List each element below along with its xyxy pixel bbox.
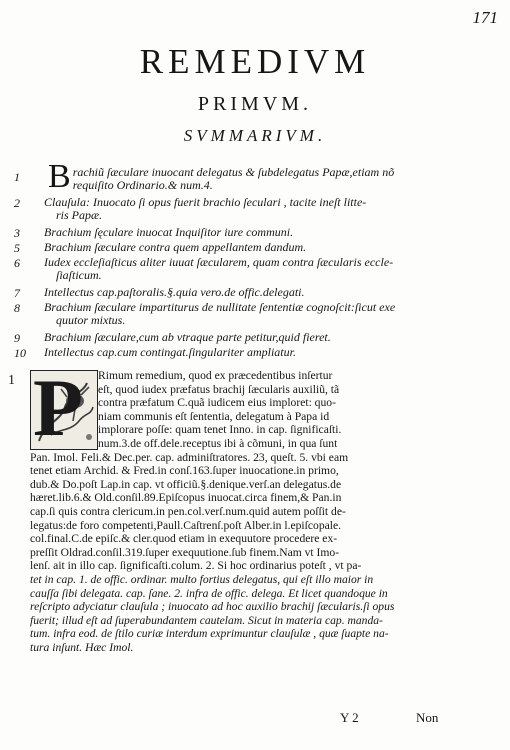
summary-line: ſiaſticum.: [56, 268, 102, 282]
summary-entry-number: 8: [14, 301, 20, 315]
summary-entry-number: 9: [14, 331, 20, 345]
body-line: lenſ. ait in illo cap. ſignificaſti.colum. 2. Si hoc ordinarius poteſt , vt pa-: [30, 559, 362, 573]
paragraph-marker: 1: [8, 373, 15, 388]
summary-line: quutor mixtus.: [56, 313, 126, 327]
body-line: tet in cap. 1. de offic. ordinar. multo fortius delegatus, qui eſt illo maior in: [30, 572, 374, 586]
summary-entry-number: 7: [14, 286, 20, 300]
body-line: contra præfatum C.quã iudicem eius imploret: quo-: [98, 396, 336, 410]
body-line: fuerit; illud eſt ad ſuperabundantem cautelam. Sicut in materia cap. manda-: [30, 613, 383, 627]
summary-line: Brachium ſæculare,cum ab vtraque parte petitur,quid fieret.: [44, 330, 331, 344]
summary-line: Brachium ſæculare contra quem appellantem dandum.: [44, 240, 307, 254]
signature-mark: Y 2: [340, 710, 359, 725]
catchword: Non: [416, 710, 439, 725]
initial-letter: P: [33, 370, 84, 450]
summary-entry-text: [44, 226, 464, 239]
summary-entry-number: 6: [14, 256, 20, 270]
body-line: implorare poſſe: quam tenet Inno. in cap. ſignificaſti.: [98, 423, 342, 437]
body-line: preſſit Oldrad.conſil.319.ſuper exequutione.ſub finem.Nam vt Imo-: [30, 545, 340, 559]
summary-entry-text: [44, 331, 464, 344]
summary-line: Brachium ſæculare impartiturus de nullitate ſententiæ cognoſcit:ſicut exe: [44, 300, 396, 314]
summary-entry-text: [44, 256, 464, 282]
summary-entry-text: [44, 301, 464, 327]
summary-entry-text: [44, 196, 464, 222]
body-line: num.3.de off.dele.receptus ibi à cõmuni, in qua ſunt: [98, 436, 338, 450]
body-line: niam communis eſt ſententia, delegatum à Papa id: [98, 409, 330, 423]
summary-entry-text: [44, 286, 464, 299]
summary-line: Clauſula: Inuocato ſi opus fuerit brachio ſeculari , tacite ineſt litte-: [44, 195, 367, 209]
summary-line: Intellectus cap.cum contingat.ſingulariter ampliatur.: [44, 345, 296, 359]
body-line: col.final.C.de epiſc.& cler.quod etiam in exequutore procedere ex-: [30, 532, 338, 546]
main-paragraph: [30, 369, 460, 654]
summary-entry-text: [44, 158, 464, 195]
body-line: eſt, quod iudex præfatus brachij ſæcularis auxiliũ, tã: [98, 382, 340, 396]
summary-dropcap: B: [48, 158, 71, 195]
summary-line: Iudex eccleſiaſticus aliter iuuat ſæcularem, quam contra ſæcularis eccle-: [44, 255, 394, 269]
body-line: Rimum remedium, quod ex præcedentibus inſertur: [98, 369, 333, 382]
summary-line: requiſito Ordinario.& num.4.: [72, 178, 213, 192]
summary-line: Intellectus cap.paſtoralis.§.quia vero.de offic.delegati.: [44, 285, 305, 299]
body-line: cauſſa ſibi delegata. cap. ſane. 2. infra de offic. delega. Et licet quandoque in: [30, 586, 388, 600]
body-line: tenet etiam Archid. & Fred.in conſ.163.ſuper inuocatione.in primo,: [30, 464, 339, 478]
body-line: cap.ſi quis contra clericum.in pen.col.verſ.num.quid autem poſſit de-: [30, 504, 346, 518]
summary-entry-text: [44, 346, 464, 359]
page-subtitle: PRIMVM.: [197, 93, 313, 115]
body-line: dub.& Do.poſt Lap.in cap. vt officiũ.§.denique.verſ.an delegatus.de: [30, 477, 342, 491]
page-title: REMEDIVM: [139, 42, 371, 81]
body-line: Pan. Imol. Feli.& Dec.per. cap. adminiſtratores. 23, queſt. 5. vbi eam: [30, 450, 349, 464]
body-line: reſcripto adyciatur clauſula ; inuocato ad hoc auxilio brachij ſæcularis.ſi opus: [30, 600, 395, 614]
summary-line: rachiũ ſæculare inuocant delegatus & ſubdelegatus Papæ,etiam nõ: [72, 165, 395, 179]
summary-heading: SVMMARIVM.: [183, 126, 327, 145]
body-line: tura inſunt. Hæc Imol.: [30, 640, 134, 654]
body-line: hæret.lib.6.& Old.conſil.89.Epiſcopus inuocat.circa finem,& Pan.in: [30, 491, 342, 505]
summary-entry-text: [44, 241, 464, 254]
body-line: legatus:de foro competenti,Paull.Caſtrenſ.poſt Alber.in l.epiſcopale.: [30, 518, 342, 532]
summary-entry-number: 10: [14, 346, 26, 360]
summary-line: Brachium ſęculare inuocat Inquiſitor iure communi.: [44, 225, 294, 239]
body-line: tum. infra eod. de ſtilo curiæ interdum exprimuntur clauſulæ , quæ ſuapte na-: [30, 627, 389, 641]
page-number: 171: [472, 8, 498, 27]
summary-entry-number: 2: [14, 196, 20, 210]
summary-entry-number: 5: [14, 241, 20, 255]
summary-entry-number: 3: [14, 226, 20, 240]
summary-line: ris Papæ.: [56, 208, 103, 222]
summary-entry-number: 1: [14, 170, 20, 184]
